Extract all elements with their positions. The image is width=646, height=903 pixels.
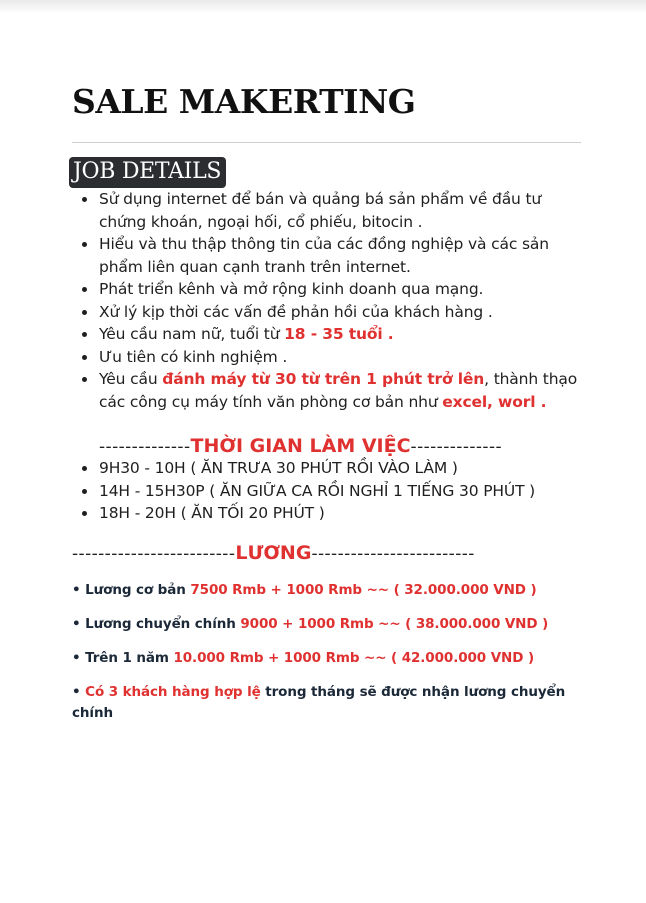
salary-base: • Lương cơ bản 7500 Rmb + 1000 Rmb ~~ ( 32.000.000 VND ) bbox=[72, 581, 537, 598]
salary-heading: -------------------------LƯƠNG------------------------- bbox=[72, 541, 475, 564]
typing-requirement: đánh máy từ 30 từ trên 1 phút trở lên bbox=[162, 370, 485, 388]
salary-after-one-year: • Trên 1 năm 10.000 Rmb + 1000 Rmb ~~ ( 42.000.000 VND ) bbox=[72, 649, 535, 666]
list-item: Phát triển kênh và mở rộng kinh doanh qua mạng. bbox=[99, 278, 582, 301]
list-item: 14H - 15H30P ( ĂN GIỮA CA RỒI NGHỈ 1 TIẾNG 30 PHÚT ) bbox=[99, 480, 582, 503]
work-time-heading: --------------THỜI GIAN LÀM VIỆC-------------- bbox=[99, 435, 503, 457]
list-item: 9H30 - 10H ( ĂN TRƯA 30 PHÚT RỒI VÀO LÀM ) bbox=[99, 457, 582, 480]
job-details-badge: JOB DETAILS bbox=[69, 157, 226, 188]
job-details-list bbox=[72, 188, 582, 413]
list-item: Xử lý kịp thời các vấn đề phản hồi của khách hàng . bbox=[99, 301, 582, 324]
software-requirement: excel, worl . bbox=[442, 392, 547, 411]
top-edge-shadow bbox=[0, 0, 646, 14]
age-requirement: 18 - 35 tuổi . bbox=[284, 325, 394, 343]
list-item: 18H - 20H ( ĂN TỐI 20 PHÚT ) bbox=[99, 502, 582, 525]
list-item: Yêu cầu đánh máy từ 30 từ trên 1 phút trở lên, thành thạo các công cụ máy tính văn phòng cơ bản như excel, worl . bbox=[99, 368, 582, 413]
salary-condition-note: • Có 3 khách hàng hợp lệ trong tháng sẽ được nhận lương chuyển chính bbox=[72, 683, 566, 721]
job-post bbox=[72, 80, 582, 724]
page-title: SALE MAKERTING bbox=[72, 82, 416, 121]
list-item: Yêu cầu nam nữ, tuổi từ 18 - 35 tuổi . bbox=[99, 323, 582, 346]
list-item: Ưu tiên có kinh nghiệm . bbox=[99, 346, 582, 369]
divider bbox=[72, 142, 581, 143]
list-item: Hiểu và thu thập thông tin của các đồng nghiệp và các sản phẩm liên quan cạnh tranh trên internet. bbox=[99, 233, 582, 278]
work-time-list bbox=[72, 457, 582, 525]
list-item: Sử dụng internet để bán và quảng bá sản phẩm về đầu tư chứng khoán, ngoại hối, cổ phiếu, bitocin . bbox=[99, 188, 582, 233]
salary-official: • Lương chuyển chính 9000 + 1000 Rmb ~~ ( 38.000.000 VND ) bbox=[72, 615, 549, 632]
